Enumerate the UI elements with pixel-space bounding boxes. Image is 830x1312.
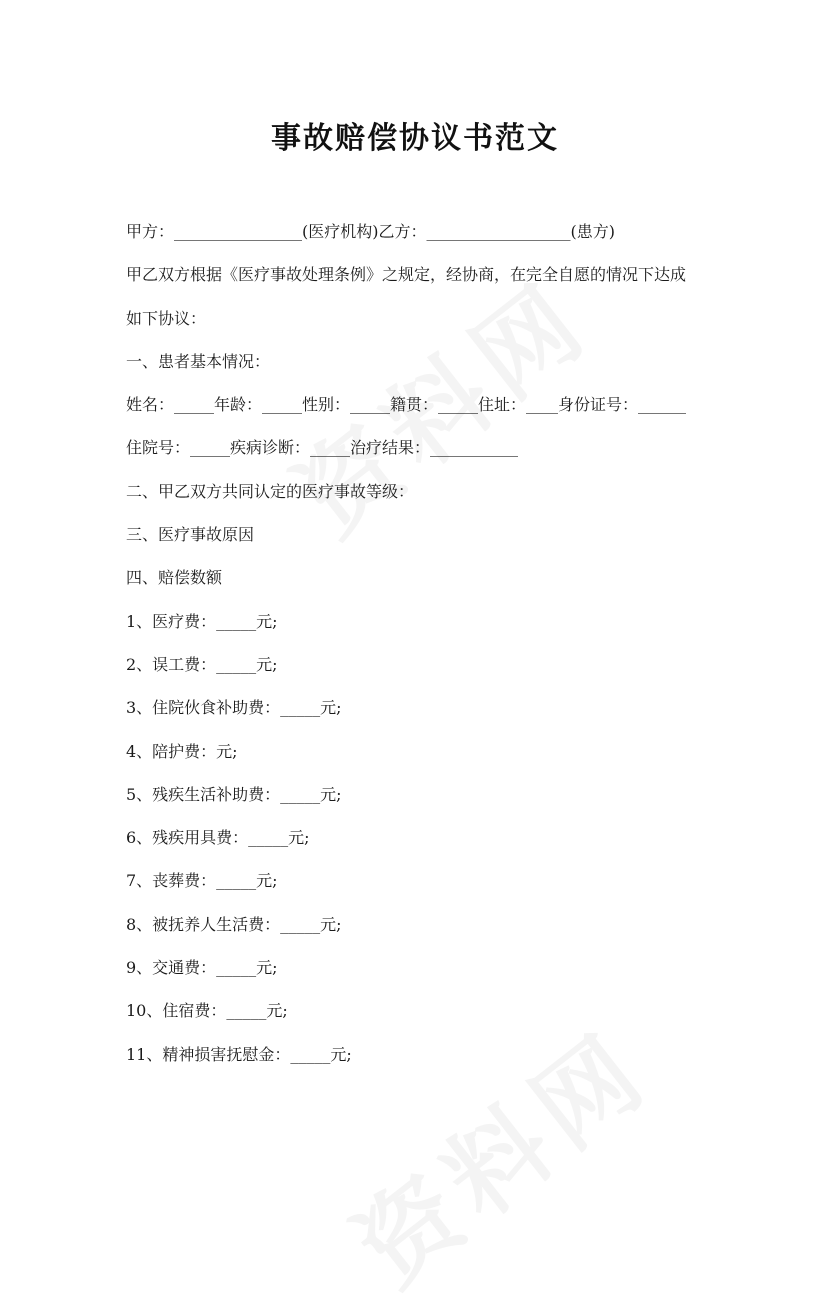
compensation-item: 4、陪护费：元; [126, 741, 238, 761]
section-heading: 一、患者基本情况： [126, 351, 271, 371]
compensation-item: 3、住院伙食补助费：_____元; [126, 698, 342, 718]
document-title: 事故赔偿协议书范文 [271, 121, 559, 156]
document-body [126, 215, 716, 1081]
compensation-item: 8、被抚养人生活费：_____元; [126, 914, 342, 934]
compensation-item: 7、丧葬费：_____元; [126, 871, 278, 891]
compensation-item: 1、医疗费：_____元; [126, 611, 278, 631]
party-line: 甲方：________________(医疗机构)乙方：__________________(患方) [126, 222, 615, 241]
intro-line: 甲乙双方根据《医疗事故处理条例》之规定，经协商，在完全自愿的情况下达成 [126, 265, 687, 285]
section-heading: 二、甲乙双方共同认定的医疗事故等级： [126, 481, 415, 501]
compensation-item: 10、住宿费：_____元; [126, 1001, 288, 1021]
compensation-item: 9、交通费：_____元; [126, 958, 278, 978]
section-heading: 三、医疗事故原因 [126, 525, 255, 545]
intro-line-cont: 如下协议： [126, 308, 207, 328]
patient-info-line: 住院号：_____疾病诊断：_____治疗结果：___________ [126, 438, 519, 458]
patient-info-line: 姓名：_____年龄：_____性别：_____籍贯：_____住址：____身份证号：______ [126, 395, 687, 415]
compensation-item: 2、误工费：_____元; [126, 654, 278, 674]
compensation-item: 5、残疾生活补助费：_____元; [126, 784, 342, 804]
section-heading: 四、赔偿数额 [126, 568, 223, 588]
compensation-item: 6、残疾用具费：_____元; [126, 828, 310, 848]
compensation-item: 11、精神损害抚慰金：_____元; [126, 1044, 352, 1064]
